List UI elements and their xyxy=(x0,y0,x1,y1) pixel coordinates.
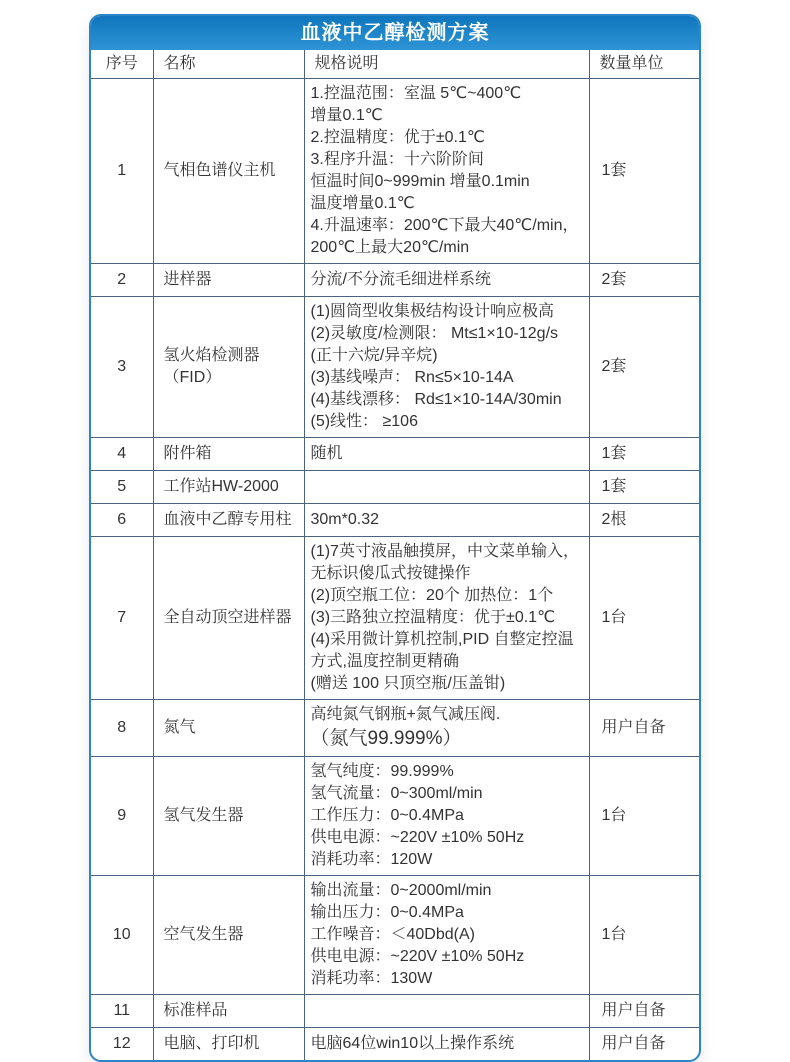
item-name: 氢气发生器 xyxy=(153,756,304,875)
item-quantity: 2套 xyxy=(589,263,701,296)
item-name: 附件箱 xyxy=(153,437,304,470)
spec-line: 2.控温精度：优于±0.1℃ xyxy=(310,128,485,146)
spec-line: 氢气纯度：99.999% xyxy=(310,762,454,780)
spec-line: 温度增量0.1℃ xyxy=(310,194,415,212)
spec-line: 随机 xyxy=(310,444,343,462)
item-name: 工作站HW-2000 xyxy=(153,470,304,503)
spec-line: 输出流量：0~2000ml/min xyxy=(310,881,492,899)
item-name: 标准样品 xyxy=(153,994,304,1027)
row-number: 7 xyxy=(91,536,153,699)
row-number: 6 xyxy=(91,503,153,536)
table-row xyxy=(91,994,701,1027)
table-row xyxy=(91,437,701,470)
item-quantity: 1套 xyxy=(589,437,701,470)
item-quantity: 1套 xyxy=(589,470,701,503)
item-spec xyxy=(304,437,589,470)
spec-line: 3.程序升温：十六阶阶间 xyxy=(310,150,484,168)
spec-line: 方式,温度控制更精确 xyxy=(310,652,459,670)
spec-line: 30m*0.32 xyxy=(310,510,379,528)
spec-line: (3)基线噪声： Rn≤5×10-14A xyxy=(310,368,514,386)
item-name: 氮气 xyxy=(153,699,304,756)
spec-line: （氮气99.999%） xyxy=(310,727,462,749)
spec-line: 1.控温范围：室温 5℃~400℃ xyxy=(310,84,522,102)
spec-table-card xyxy=(89,14,701,1062)
spec-line: 供电电源：~220V ±10% 50Hz xyxy=(310,947,525,965)
item-spec xyxy=(304,994,589,1027)
row-number: 3 xyxy=(91,296,153,437)
table-header xyxy=(91,50,701,78)
row-number: 5 xyxy=(91,470,153,503)
item-quantity: 2根 xyxy=(589,503,701,536)
table-row xyxy=(91,756,701,875)
spec-line: (1)圆筒型收集极结构设计响应极高 xyxy=(310,302,555,320)
table-row xyxy=(91,699,701,756)
spec-line: 电脑64位win10以上操作系统 xyxy=(310,1034,515,1052)
spec-line: 供电电源：~220V ±10% 50Hz xyxy=(310,828,525,846)
spec-line: 输出压力：0~0.4MPa xyxy=(310,903,464,921)
row-number: 10 xyxy=(91,875,153,994)
spec-line: (4)采用微计算机控制,PID 自整定控温 xyxy=(310,630,574,648)
item-spec xyxy=(304,699,589,756)
table-row xyxy=(91,503,701,536)
item-name: 全自动顶空进样器 xyxy=(153,536,304,699)
page-title: 血液中乙醇检测方案 xyxy=(91,16,699,50)
spec-line: (2)顶空瓶工位：20个 加热位：1个 xyxy=(310,586,554,604)
spec-line: (3)三路独立控温精度：优于±0.1℃ xyxy=(310,608,556,626)
row-number: 12 xyxy=(91,1027,153,1060)
spec-line: 氢气流量：0~300ml/min xyxy=(310,784,483,802)
item-spec xyxy=(304,536,589,699)
table-row xyxy=(91,296,701,437)
item-quantity: 1套 xyxy=(589,78,701,263)
spec-line: 工作噪音：＜40Dbd(A) xyxy=(310,925,475,943)
item-quantity: 用户自备 xyxy=(589,1027,701,1060)
item-name: 进样器 xyxy=(153,263,304,296)
spec-line: 消耗功率：130W xyxy=(310,969,433,987)
item-spec xyxy=(304,1027,589,1060)
item-quantity: 1台 xyxy=(589,756,701,875)
spec-line: 消耗功率：120W xyxy=(310,850,433,868)
item-quantity: 用户自备 xyxy=(589,994,701,1027)
spec-line: 工作压力：0~0.4MPa xyxy=(310,806,464,824)
table-row xyxy=(91,263,701,296)
column-header-spec: 规格说明 xyxy=(304,50,589,78)
spec-line: (5)线性： ≥106 xyxy=(310,412,418,430)
item-spec xyxy=(304,470,589,503)
item-name: 空气发生器 xyxy=(153,875,304,994)
item-name: 电脑、打印机 xyxy=(153,1027,304,1060)
table-row xyxy=(91,536,701,699)
item-quantity: 2套 xyxy=(589,296,701,437)
spec-line: 200℃上最大20℃/min xyxy=(310,238,470,256)
row-number: 8 xyxy=(91,699,153,756)
row-number: 9 xyxy=(91,756,153,875)
item-quantity: 1台 xyxy=(589,536,701,699)
item-quantity: 1台 xyxy=(589,875,701,994)
column-header-qty: 数量单位 xyxy=(589,50,701,78)
item-name: 氢火焰检测器（FID） xyxy=(153,296,304,437)
row-number: 11 xyxy=(91,994,153,1027)
spec-line: (4)基线漂移： Rd≤1×10-14A/30min xyxy=(310,390,562,408)
item-spec xyxy=(304,503,589,536)
item-name: 血液中乙醇专用柱 xyxy=(153,503,304,536)
item-quantity: 用户自备 xyxy=(589,699,701,756)
spec-line: 高纯氮气钢瓶+氮气减压阀. xyxy=(310,705,501,723)
table-row xyxy=(91,875,701,994)
item-spec xyxy=(304,875,589,994)
spec-line: 无标识傻瓜式按键操作 xyxy=(310,564,471,582)
item-name: 气相色谱仪主机 xyxy=(153,78,304,263)
row-number: 4 xyxy=(91,437,153,470)
spec-line: (赠送 100 只顶空瓶/压盖钳) xyxy=(310,674,506,692)
spec-line: (正十六烷/异辛烷) xyxy=(310,346,438,364)
spec-line: (1)7英寸液晶触摸屏，中文菜单输入， xyxy=(310,542,579,560)
column-header-no: 序号 xyxy=(91,50,153,78)
table-body xyxy=(91,78,701,1060)
row-number: 2 xyxy=(91,263,153,296)
spec-line: (2)灵敏度/检测限： Mt≤1×10-12g/s xyxy=(310,324,559,342)
spec-line: 分流/不分流毛细进样系统 xyxy=(310,270,491,288)
item-spec xyxy=(304,296,589,437)
column-header-name: 名称 xyxy=(153,50,304,78)
row-number: 1 xyxy=(91,78,153,263)
spec-line: 增量0.1℃ xyxy=(310,106,383,124)
table-row xyxy=(91,1027,701,1060)
table-row xyxy=(91,78,701,263)
item-spec xyxy=(304,756,589,875)
item-spec xyxy=(304,78,589,263)
table-row xyxy=(91,470,701,503)
item-spec xyxy=(304,263,589,296)
spec-line: 恒温时间0~999min 增量0.1min xyxy=(310,172,530,190)
spec-line: 4.升温速率：200℃下最大40℃/min， xyxy=(310,216,579,234)
spec-table xyxy=(91,50,701,1060)
